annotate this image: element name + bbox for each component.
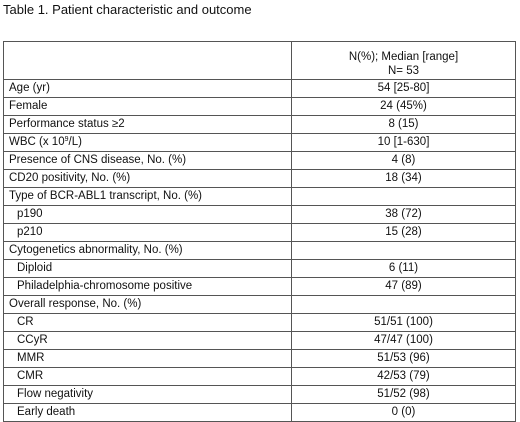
row-value-cell: 38 (72)	[292, 206, 516, 224]
table-row	[4, 314, 516, 332]
table-row	[4, 170, 516, 188]
header-value-cell	[292, 42, 516, 80]
patient-characteristics-table	[3, 41, 516, 422]
row-label-cell	[4, 404, 292, 422]
row-label-cell	[4, 350, 292, 368]
table-row	[4, 134, 516, 152]
row-value-cell: 0 (0)	[292, 404, 516, 422]
table-row	[4, 386, 516, 404]
table-row	[4, 332, 516, 350]
row-label-cell	[4, 386, 292, 404]
header-label-cell	[4, 42, 292, 80]
table-row	[4, 404, 516, 422]
table-row	[4, 98, 516, 116]
row-value-cell: 51/53 (96)	[292, 350, 516, 368]
table-row	[4, 260, 516, 278]
section-label-cell	[4, 296, 292, 314]
row-label: CMR	[17, 370, 44, 382]
table-row	[4, 152, 516, 170]
row-label-superscript: 9	[64, 136, 69, 143]
table-caption: Table 1. Patient characteristic and outcome	[3, 2, 252, 17]
header-line-1: N(%); Median [range]	[348, 51, 459, 63]
row-value-cell	[292, 242, 516, 260]
table-row	[4, 188, 516, 206]
section-label-cell	[4, 242, 292, 260]
row-label-cell	[4, 98, 292, 116]
row-value-cell: 4 (8)	[292, 152, 516, 170]
row-label: p190	[17, 208, 43, 220]
row-label-cell	[4, 116, 292, 134]
row-label: Cytogenetics abnormality, No. (%)	[9, 244, 183, 256]
row-label-cell	[4, 170, 292, 188]
row-value-cell: 47/47 (100)	[292, 332, 516, 350]
row-label-cell	[4, 332, 292, 350]
row-label: CR	[17, 316, 34, 328]
table-row	[4, 368, 516, 386]
row-label: Age (yr)	[9, 82, 50, 94]
row-value-cell: 24 (45%)	[292, 98, 516, 116]
row-label: WBC (x 10	[9, 136, 65, 148]
row-label-cell	[4, 278, 292, 296]
row-value-cell: 47 (89)	[292, 278, 516, 296]
table-row	[4, 296, 516, 314]
row-label: Overall response, No. (%)	[9, 298, 142, 310]
row-label-suffix: /L)	[68, 136, 82, 148]
row-label-cell	[4, 80, 292, 98]
row-label-cell	[4, 314, 292, 332]
row-label-cell	[4, 152, 292, 170]
row-label: Presence of CNS disease, No. (%)	[9, 154, 187, 166]
row-label-cell	[4, 368, 292, 386]
row-label: Diploid	[17, 262, 53, 274]
row-value-cell: 42/53 (79)	[292, 368, 516, 386]
row-value-cell: 8 (15)	[292, 116, 516, 134]
row-label-cell	[4, 260, 292, 278]
table-row	[4, 80, 516, 98]
row-value-cell	[292, 188, 516, 206]
table-row	[4, 206, 516, 224]
row-value-cell: 10 [1-630]	[292, 134, 516, 152]
row-label-cell	[4, 206, 292, 224]
table-row	[4, 224, 516, 242]
row-label: Flow negativity	[17, 388, 94, 400]
row-label: Performance status ≥2	[9, 118, 125, 130]
row-value-cell: 15 (28)	[292, 224, 516, 242]
row-label: MMR	[17, 352, 45, 364]
row-value-cell: 51/52 (98)	[292, 386, 516, 404]
row-label: Philadelphia-chromosome positive	[17, 280, 193, 292]
row-value-cell: 51/51 (100)	[292, 314, 516, 332]
section-label-cell	[4, 188, 292, 206]
row-label: Female	[9, 100, 48, 112]
table-row	[4, 116, 516, 134]
row-value-cell: 18 (34)	[292, 170, 516, 188]
row-value-cell	[292, 296, 516, 314]
row-label: Type of BCR-ABL1 transcript, No. (%)	[9, 190, 203, 202]
row-label-cell	[4, 224, 292, 242]
table-header-row	[4, 42, 516, 80]
row-label: CD20 positivity, No. (%)	[9, 172, 131, 184]
row-label: CCyR	[17, 334, 48, 346]
row-label-cell	[4, 134, 292, 152]
row-value-cell: 6 (11)	[292, 260, 516, 278]
row-label: Early death	[17, 406, 76, 418]
table-row	[4, 278, 516, 296]
header-line-2: N= 53	[387, 65, 419, 77]
row-value-cell: 54 [25-80]	[292, 80, 516, 98]
table-row	[4, 350, 516, 368]
row-label: p210	[17, 226, 43, 238]
table-row	[4, 242, 516, 260]
